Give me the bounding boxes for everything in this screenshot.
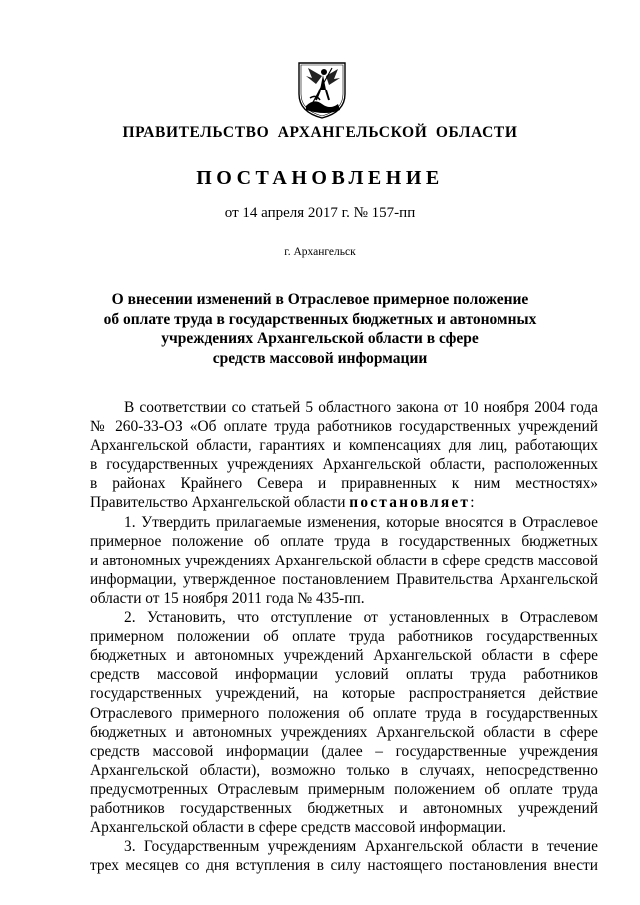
body-line: бюджетных и автономных учреждений Архангельской области в сфере bbox=[90, 647, 598, 665]
document-type: ПОСТАНОВЛЕНИЕ bbox=[196, 167, 444, 189]
body-line: примерном положении об оплате труда работников государственных bbox=[90, 628, 598, 646]
body-line: Правительство Архангельской области bbox=[90, 494, 346, 512]
body-line: государственных учреждений, на которые распространяется действие bbox=[90, 685, 598, 703]
arkhangelsk-coat-of-arms-icon bbox=[296, 60, 348, 120]
title-line: средств массовой информации bbox=[212, 349, 428, 367]
body-line: 3. Государственным учреждениям Архангельской области в течение bbox=[124, 838, 598, 856]
body-line: Архангельской области в сфере средств массовой информации. bbox=[90, 819, 506, 837]
body-line: Архангельской области, гарантиях и компенсациях для лиц, работающих bbox=[90, 437, 598, 455]
document-date-number: от 14 апреля 2017 г. № 157-пп bbox=[224, 205, 416, 221]
body-line: В соответствии со статьей 5 областного закона от 10 ноября 2004 года bbox=[124, 399, 598, 416]
body-line: бюджетных и автономных учреждениях Архангельской области в сфере bbox=[90, 723, 598, 741]
body-line: информации, утвержденное постановлением Правительства Архангельской bbox=[90, 570, 598, 588]
document-title bbox=[100, 290, 540, 368]
body-line: примерное положение об оплате труда в государственных бюджетных bbox=[90, 532, 598, 550]
body-line: работников государственных бюджетных и автономных учреждений bbox=[90, 799, 598, 817]
body-line: 1. Утвердить прилагаемые изменения, которые вносятся в Отраслевое bbox=[124, 513, 598, 531]
body-line: Отраслевого примерного положения об оплате труда в государственных bbox=[90, 704, 598, 722]
body-line: № 260-33-ОЗ «Об оплате труда работников государственных учреждений bbox=[90, 418, 598, 436]
body-line: Архангельской области), возможно только в случаях, непосредственно bbox=[90, 761, 598, 779]
document-body bbox=[90, 398, 598, 875]
document-city: г. Архангельск bbox=[284, 246, 356, 258]
title-line: учреждениях Архангельской области в сфере bbox=[161, 330, 479, 347]
body-line: 2. Установить, что отступление от установленных в Отраслевом bbox=[124, 609, 598, 627]
body-line-decree bbox=[90, 493, 598, 512]
title-line: об оплате труда в государственных бюджетных и автономных bbox=[103, 310, 537, 328]
body-line: предусмотренных Отраслевым примерным положением об оплате труда bbox=[90, 780, 598, 798]
body-line: в районах Крайнего Севера и приравненных к ним местностях» bbox=[90, 475, 598, 493]
title-line: О внесении изменений в Отраслевое примерное положение bbox=[111, 291, 529, 308]
body-line: средств массовой информации (далее – государственные учреждения bbox=[90, 742, 598, 760]
body-line: средств массовой информации условий оплаты труда работников bbox=[90, 666, 598, 684]
body-line: в государственных учреждениях Архангельской области, расположенных bbox=[90, 456, 598, 474]
decree-word: постановляет bbox=[349, 494, 471, 512]
government-name: ПРАВИТЕЛЬСТВО АРХАНГЕЛЬСКОЙ ОБЛАСТИ bbox=[122, 124, 518, 141]
decree-colon: : bbox=[470, 494, 475, 512]
body-line: области от 15 ноября 2011 года № 435-пп. bbox=[90, 589, 365, 607]
body-line: и автономных учреждениях Архангельской области в сфере средств массовой bbox=[90, 551, 598, 569]
body-line: трех месяцев со дня вступления в силу настоящего постановления внести bbox=[90, 857, 598, 875]
